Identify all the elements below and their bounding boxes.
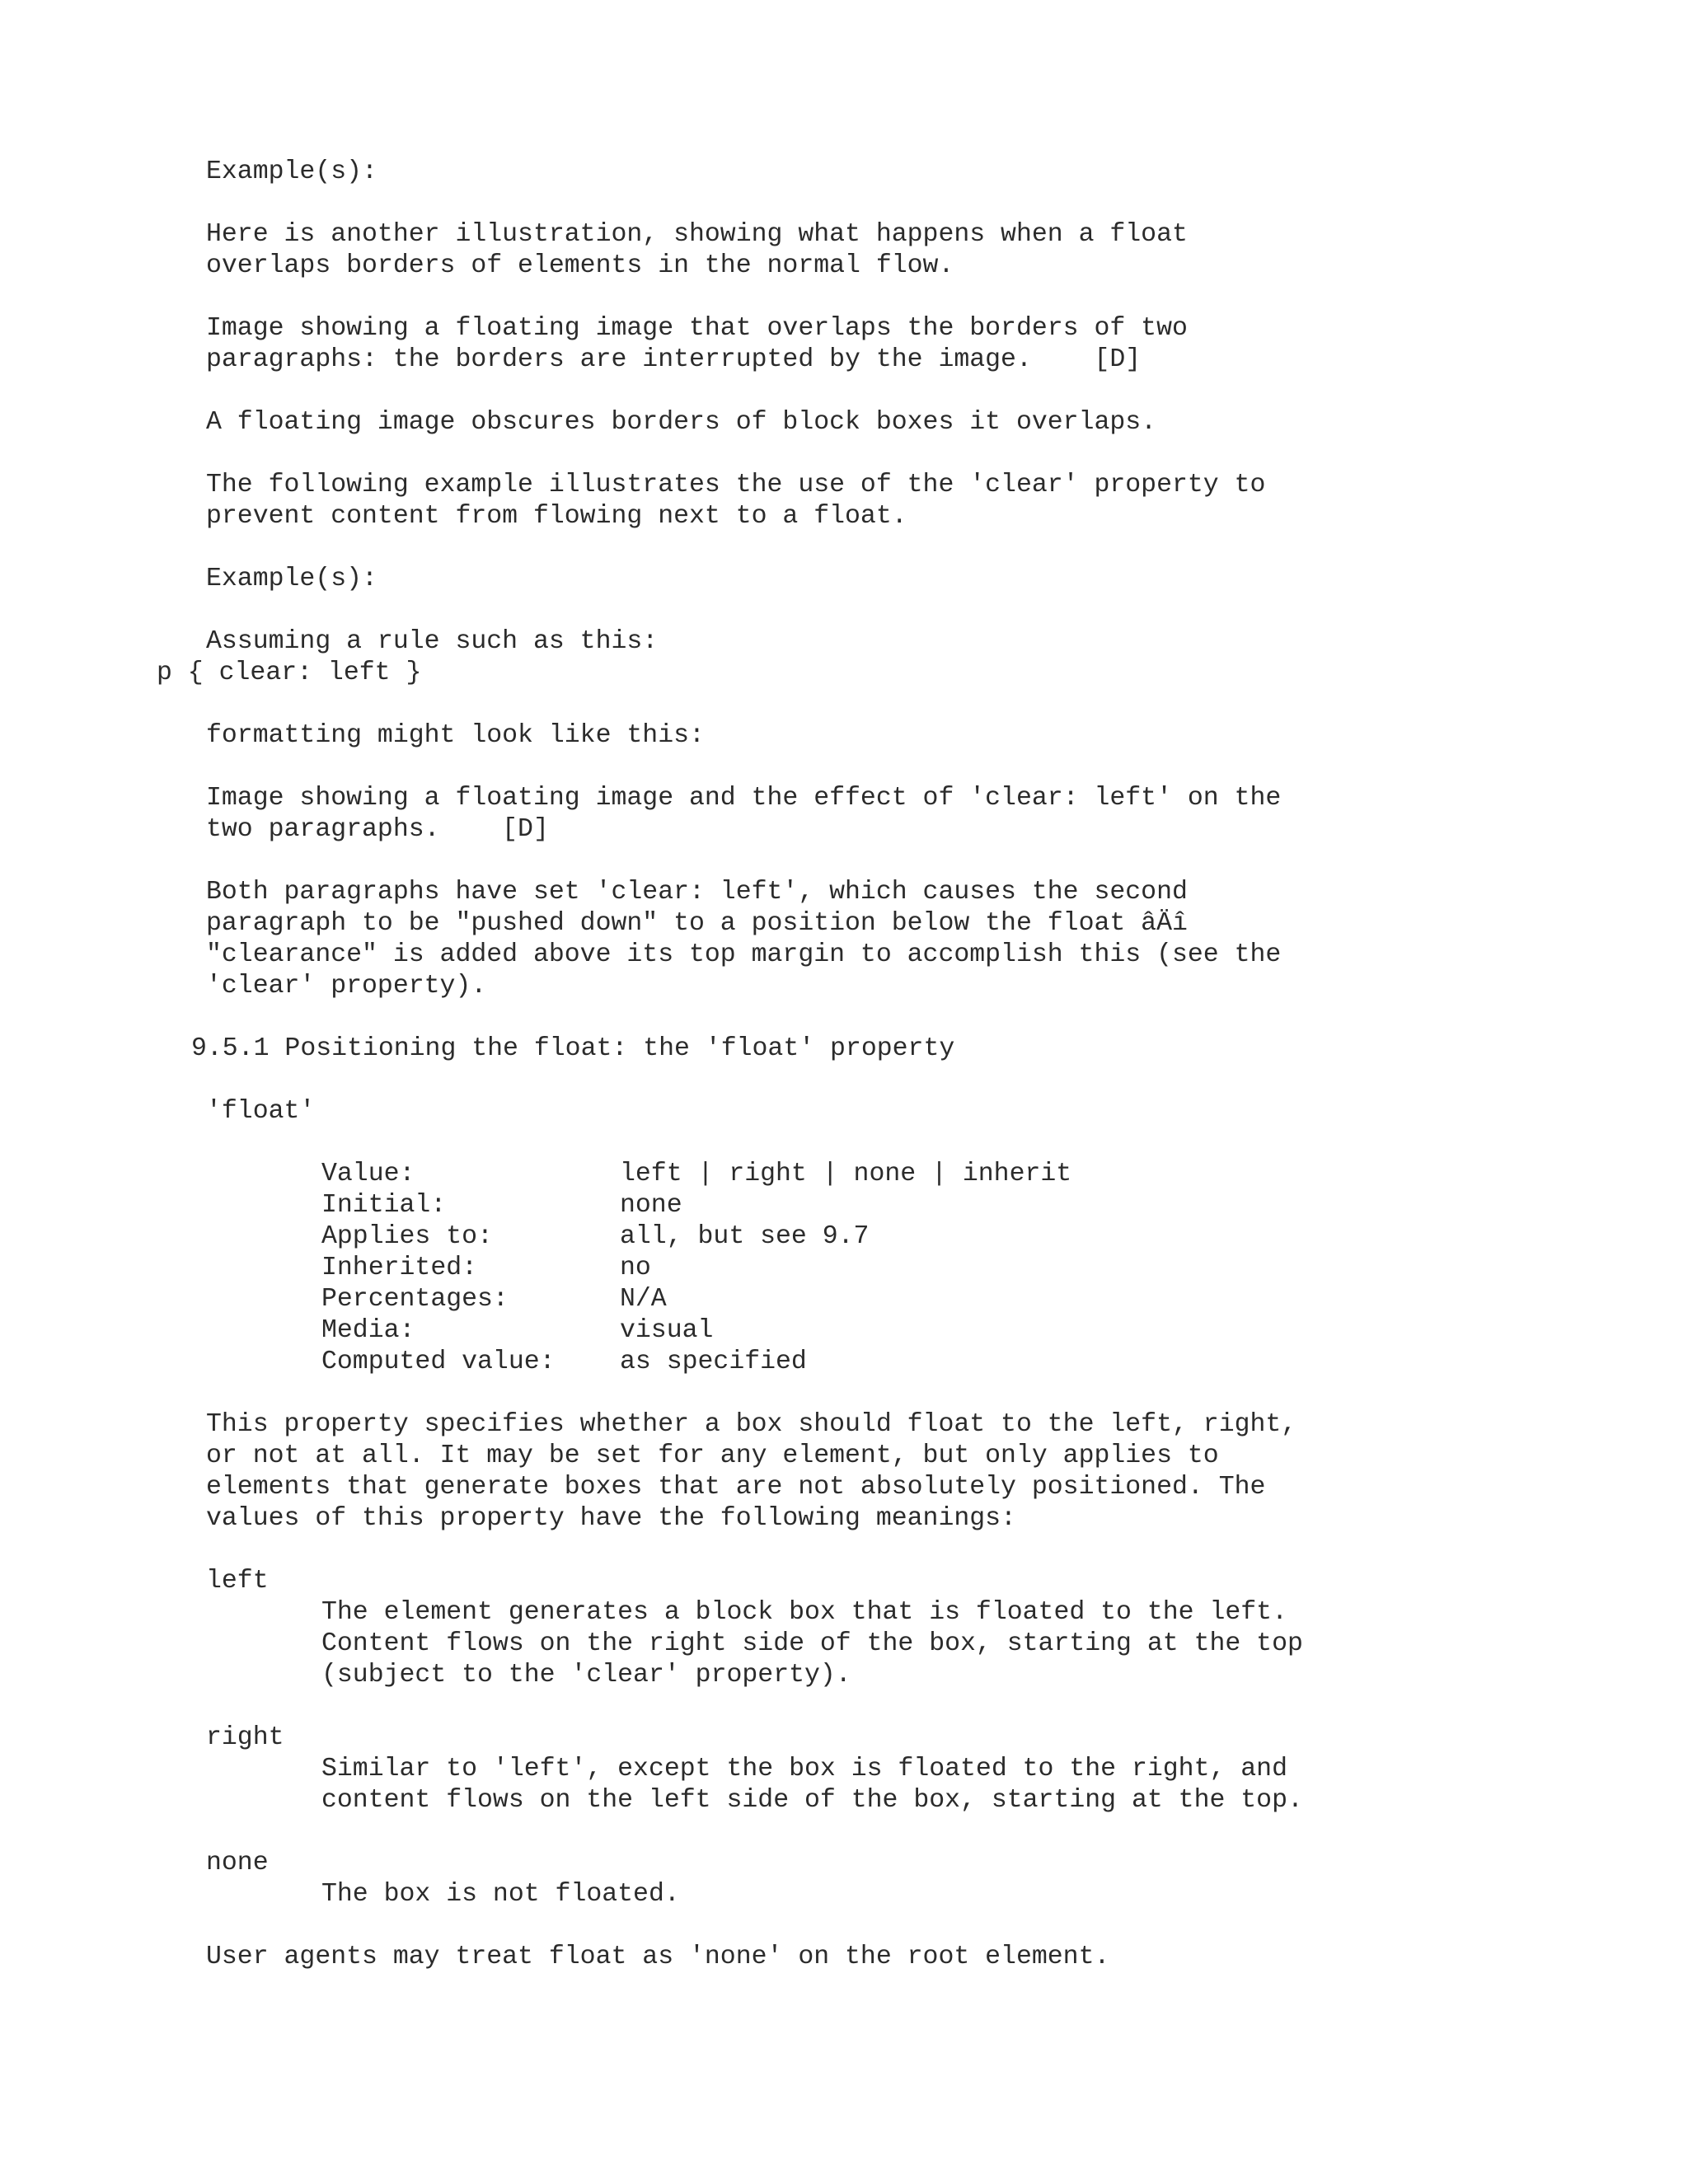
property-value: N/A — [620, 1285, 667, 1314]
property-value: no — [620, 1254, 651, 1282]
explanation-line: Both paragraphs have set 'clear: left', which causes the second — [206, 878, 1188, 907]
description-line: This property specifies whether a box should float to the left, right, — [206, 1410, 1297, 1439]
property-label: Initial: — [321, 1191, 447, 1220]
image-placeholder-text: Image showing a floating image that overlaps the borders of two — [206, 314, 1188, 343]
image-placeholder-text: two paragraphs. [D] — [206, 815, 549, 844]
definition-term: none — [206, 1849, 269, 1877]
description-line: elements that generate boxes that are not absolutely positioned. The — [206, 1473, 1266, 1502]
explanation-line: "clearance" is added above its top margin to accomplish this (see the — [206, 940, 1282, 969]
property-name: 'float' — [206, 1097, 316, 1126]
definition-text: Similar to 'left', except the box is floated to the right, and — [321, 1755, 1287, 1783]
intro-paragraph-line: overlaps borders of elements in the normal flow. — [206, 251, 954, 280]
definition-text: The element generates a block box that is floated to the left. — [321, 1598, 1287, 1627]
property-value: all, but see 9.7 — [620, 1222, 870, 1251]
code-example: p { clear: left } — [157, 658, 422, 687]
property-label: Applies to: — [321, 1222, 493, 1251]
property-label: Percentages: — [321, 1285, 509, 1314]
description-line: or not at all. It may be set for any element, but only applies to — [206, 1441, 1219, 1470]
definition-term: right — [206, 1723, 284, 1752]
property-label: Value: — [321, 1160, 415, 1188]
property-value: left | right | none | inherit — [620, 1160, 1072, 1188]
property-label: Inherited: — [321, 1254, 478, 1282]
property-value: visual — [620, 1316, 714, 1345]
image-placeholder-text: paragraphs: the borders are interrupted by the image. [D] — [206, 345, 1142, 374]
section-heading: 9.5.1 Positioning the float: the 'float' property — [191, 1034, 955, 1063]
description-line: values of this property have the following meanings: — [206, 1504, 1016, 1533]
clear-intro-line: prevent content from flowing next to a float. — [206, 502, 907, 531]
property-value: as specified — [620, 1347, 807, 1376]
image-placeholder-text: Image showing a floating image and the effect of 'clear: left' on the — [206, 784, 1282, 813]
clear-intro-line: The following example illustrates the use of the 'clear' property to — [206, 471, 1266, 499]
closing-note: User agents may treat float as 'none' on the root element. — [206, 1943, 1110, 1971]
example-label: Example(s): — [206, 565, 377, 593]
definition-text: The box is not floated. — [321, 1880, 680, 1909]
figure-caption: A floating image obscures borders of block boxes it overlaps. — [206, 408, 1157, 437]
intro-paragraph-line: Here is another illustration, showing what happens when a float — [206, 220, 1188, 249]
explanation-line: 'clear' property). — [206, 972, 487, 1001]
example-label: Example(s): — [206, 157, 377, 186]
explanation-line: paragraph to be "pushed down" to a position below the float âÄî — [206, 909, 1188, 938]
definition-term: left — [206, 1567, 269, 1596]
property-label: Computed value: — [321, 1347, 556, 1376]
formatting-line: formatting might look like this: — [206, 721, 705, 750]
assume-line: Assuming a rule such as this: — [206, 627, 659, 656]
definition-text: (subject to the 'clear' property). — [321, 1661, 851, 1690]
definition-text: Content flows on the right side of the box, starting at the top — [321, 1629, 1303, 1658]
property-label: Media: — [321, 1316, 415, 1345]
property-value: none — [620, 1191, 682, 1220]
definition-text: content flows on the left side of the box, starting at the top. — [321, 1786, 1303, 1815]
